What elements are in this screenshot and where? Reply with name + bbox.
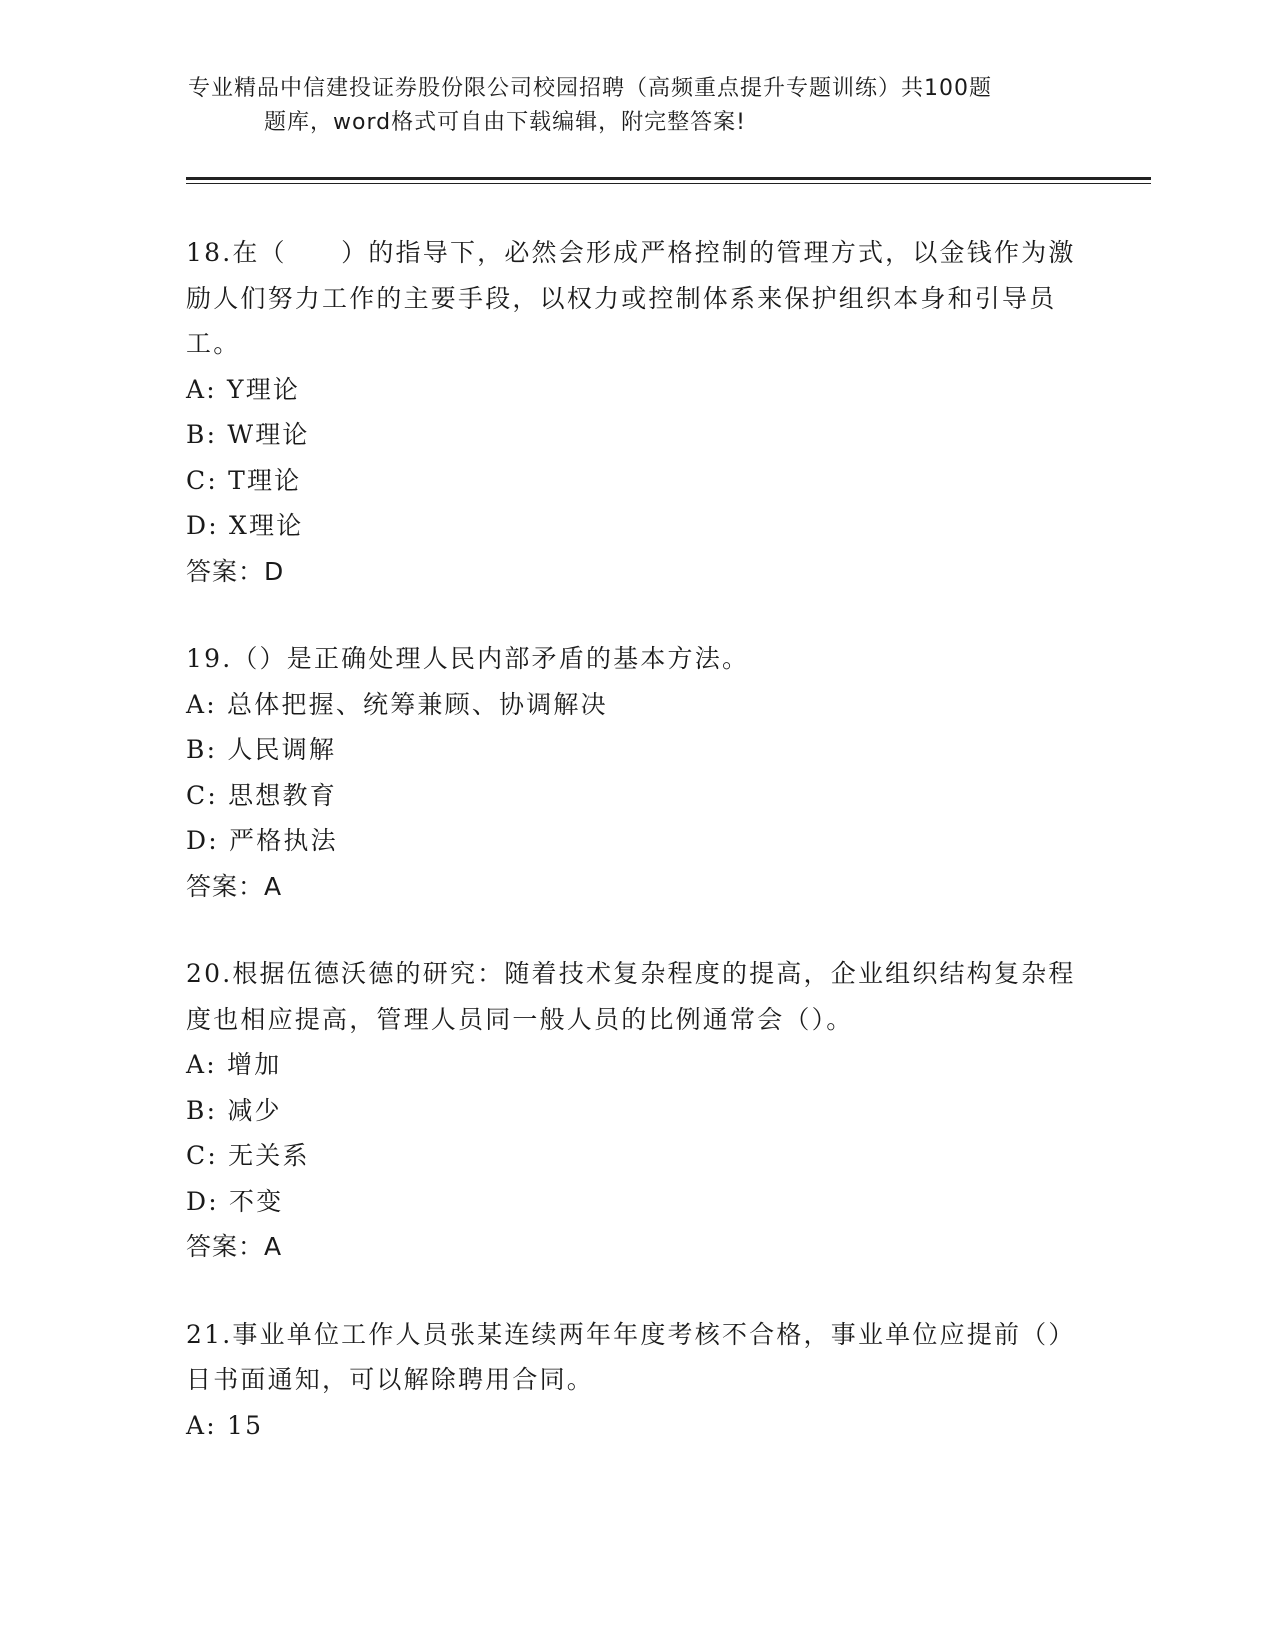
question-stem: 18.在（ ）的指导下，必然会形成严格控制的管理方式，以金钱作为激励人们努力工作的主要手段，以权力或控制体系来保护组织本身和引导员工。: [186, 238, 1076, 358]
question-21: [186, 1312, 1086, 1449]
option-b: B: 人民调解: [186, 735, 337, 764]
document-header: [188, 72, 1088, 140]
header-rule-thin: [186, 183, 1151, 184]
option-c: C: 无关系: [186, 1141, 310, 1170]
question-stem: 19.（）是正确处理人民内部矛盾的基本方法。: [186, 644, 750, 673]
question-stem: 21.事业单位工作人员张某连续两年年度考核不合格，事业单位应提前（）日书面通知，可以解除聘用合同。: [186, 1319, 1076, 1394]
question-19: [186, 636, 1086, 909]
option-a: A: Y理论: [186, 374, 301, 404]
answer: 答案：D: [186, 556, 285, 586]
option-b: B: 减少: [186, 1095, 282, 1125]
option-d: D: 严格执法: [186, 826, 338, 855]
option-a: A: 总体把握、统筹兼顾、协调解决: [186, 689, 608, 719]
header-rule-thick: [186, 177, 1151, 180]
option-d: D: X理论: [186, 511, 304, 540]
question-stem: 20.根据伍德沃德的研究：随着技术复杂程度的提高，企业组织结构复杂程度也相应提高，管理人员同一般人员的比例通常会（）。: [186, 959, 1076, 1034]
option-a: A: 增加: [186, 1050, 282, 1079]
question-20: [186, 951, 1086, 1270]
question-list: [186, 230, 1086, 1490]
option-c: C: 思想教育: [186, 780, 337, 810]
header-line-2: 题库，word格式可自由下载编辑，附完整答案!: [264, 110, 746, 135]
option-a: A: 15: [186, 1410, 264, 1440]
answer: 答案：A: [186, 1232, 283, 1261]
option-b: B: W理论: [186, 420, 310, 449]
option-d: D: 不变: [186, 1186, 284, 1216]
question-18: [186, 230, 1086, 594]
option-c: C: T理论: [186, 465, 302, 495]
answer: 答案：A: [186, 871, 283, 901]
header-line-1: 专业精品中信建投证券股份限公司校园招聘（高频重点提升专题训练）共100题: [188, 76, 992, 101]
